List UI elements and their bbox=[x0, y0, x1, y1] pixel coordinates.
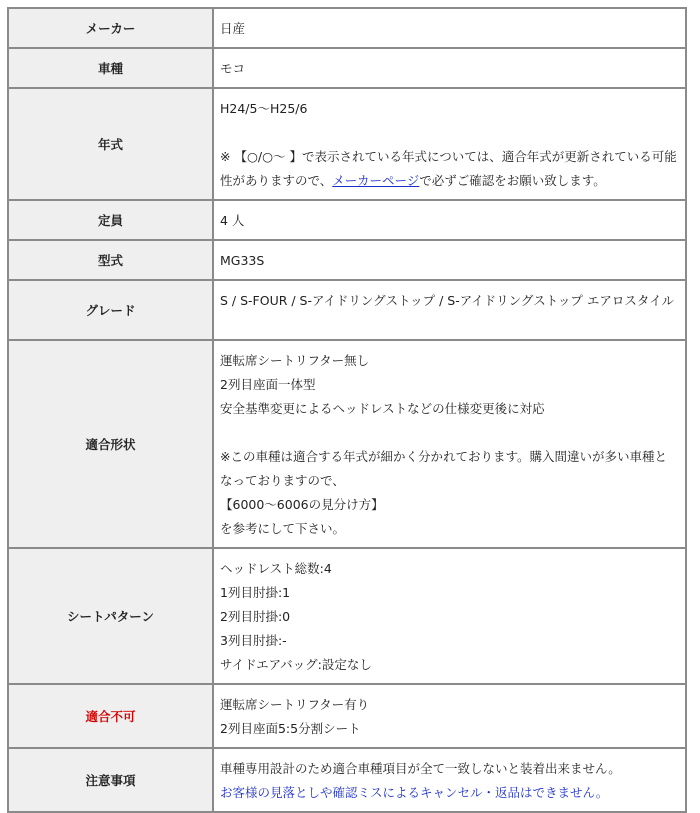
row-model bbox=[8, 48, 686, 88]
row-capacity bbox=[8, 200, 686, 240]
type-label: 型式 bbox=[8, 240, 213, 280]
row-grade bbox=[8, 280, 686, 340]
row-fit bbox=[8, 340, 686, 548]
row-caution bbox=[8, 748, 686, 812]
year-label: 年式 bbox=[8, 88, 213, 200]
row-seat bbox=[8, 548, 686, 684]
caution-value bbox=[213, 748, 686, 812]
fit-value bbox=[213, 340, 686, 548]
caution-line: 車種専用設計のため適合車種項目が全て一致しないと装着出来ません。 bbox=[220, 761, 621, 776]
year-range: H24/5～H25/6 bbox=[220, 101, 308, 116]
seat-line: 2列目肘掛:0 bbox=[220, 609, 291, 624]
maker-value: 日産 bbox=[213, 8, 686, 48]
seat-line: 3列目肘掛:- bbox=[220, 633, 287, 648]
type-value: MG33S bbox=[213, 240, 686, 280]
model-label: 車種 bbox=[8, 48, 213, 88]
incompatible-value bbox=[213, 684, 686, 748]
fit-line: 運転席シートリフター無し bbox=[220, 353, 370, 368]
seat-line: ヘッドレスト総数:4 bbox=[220, 561, 332, 576]
model-value: モコ bbox=[213, 48, 686, 88]
maker-page-link[interactable]: メーカーページ bbox=[332, 173, 420, 188]
fit-note: を参考にして下さい。 bbox=[220, 521, 346, 536]
incompatible-line: 2列目座面5:5分割シート bbox=[220, 721, 361, 736]
year-value bbox=[213, 88, 686, 200]
fit-note: 【6000～6006の見分け方】 bbox=[220, 497, 384, 512]
maker-label: メーカー bbox=[8, 8, 213, 48]
seat-label: シートパターン bbox=[8, 548, 213, 684]
vehicle-fit-table bbox=[7, 7, 687, 813]
row-maker bbox=[8, 8, 686, 48]
fit-line: 2列目座面一体型 bbox=[220, 377, 316, 392]
seat-line: サイドエアバッグ:設定なし bbox=[220, 657, 372, 672]
row-incompatible bbox=[8, 684, 686, 748]
caution-label: 注意事項 bbox=[8, 748, 213, 812]
fit-line: 安全基準変更によるヘッドレストなどの仕様変更後に対応 bbox=[220, 401, 545, 416]
capacity-value: 4 人 bbox=[213, 200, 686, 240]
row-type bbox=[8, 240, 686, 280]
seat-value bbox=[213, 548, 686, 684]
row-year bbox=[8, 88, 686, 200]
capacity-label: 定員 bbox=[8, 200, 213, 240]
grade-label: グレード bbox=[8, 280, 213, 340]
incompatible-label: 適合不可 bbox=[8, 684, 213, 748]
caution-warning-line: お客様の見落としや確認ミスによるキャンセル・返品はできません。 bbox=[220, 785, 609, 800]
incompatible-line: 運転席シートリフター有り bbox=[220, 697, 370, 712]
grade-value: S / S-FOUR / S-アイドリングストップ / S-アイドリングストップ エアロスタイル bbox=[213, 280, 686, 340]
fit-label: 適合形状 bbox=[8, 340, 213, 548]
seat-line: 1列目肘掛:1 bbox=[220, 585, 291, 600]
fit-note: ※この車種は適合する年式が細かく分かれております。購入間違いが多い車種となっておりますので、 bbox=[220, 449, 667, 488]
year-note: ※ 【○/○～ 】で表示されている年式については、適合年式が更新されている可能性がありますので、メーカーページで必ずご確認をお願い致します。 bbox=[220, 149, 677, 188]
